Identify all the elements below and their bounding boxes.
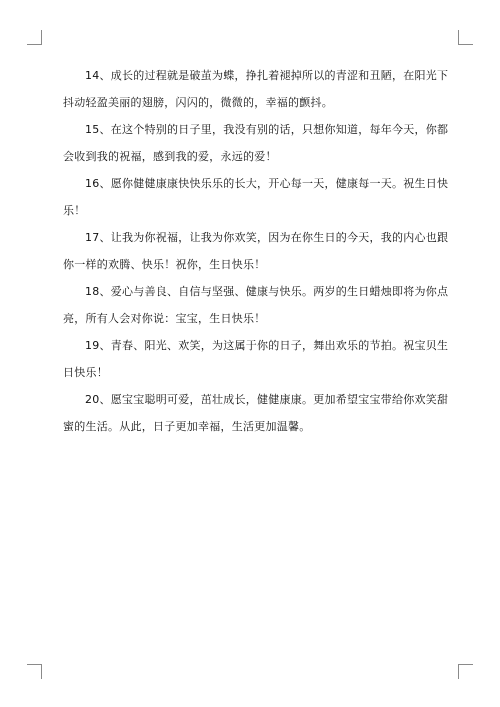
paragraph-16: 16、愿你健健康康快快乐乐的长大，开心每一天，健康每一天。祝生日快乐！ (63, 177, 449, 217)
paragraph-14: 14、成长的过程就是破茧为蝶，挣扎着褪掉所以的青涩和丑陋，在阳光下抖动轻盈美丽的翅膀，闪闪的，微微的，幸福的颤抖。 (63, 69, 449, 109)
paragraph-17: 17、让我为你祝福，让我为你欢笑，因为在你生日的今天，我的内心也跟你一样的欢腾、快乐！祝你，生日快乐！ (63, 231, 449, 271)
paragraph-20: 20、愿宝宝聪明可爱，茁壮成长，健健康康。更加希望宝宝带给你欢笑甜蜜的生活。从此，日子更加幸福，生活更加温馨。 (63, 393, 449, 433)
paragraph-15: 15、在这个特别的日子里，我没有别的话，只想你知道，每年今天，你都会收到我的祝福，感到我的爱，永远的爱！ (63, 123, 449, 163)
document-body (63, 62, 457, 440)
crop-mark-top-right (458, 30, 473, 45)
paragraph-19: 19、青春、阳光、欢笑，为这属于你的日子，舞出欢乐的节拍。祝宝贝生日快乐！ (63, 339, 449, 379)
paragraph-18: 18、爱心与善良、自信与坚强、健康与快乐。两岁的生日蜡烛即将为你点亮，所有人会对你说：宝宝，生日快乐！ (63, 285, 449, 325)
crop-mark-bottom-right (458, 664, 473, 679)
crop-mark-top-left (27, 30, 42, 45)
crop-mark-bottom-left (27, 664, 42, 679)
